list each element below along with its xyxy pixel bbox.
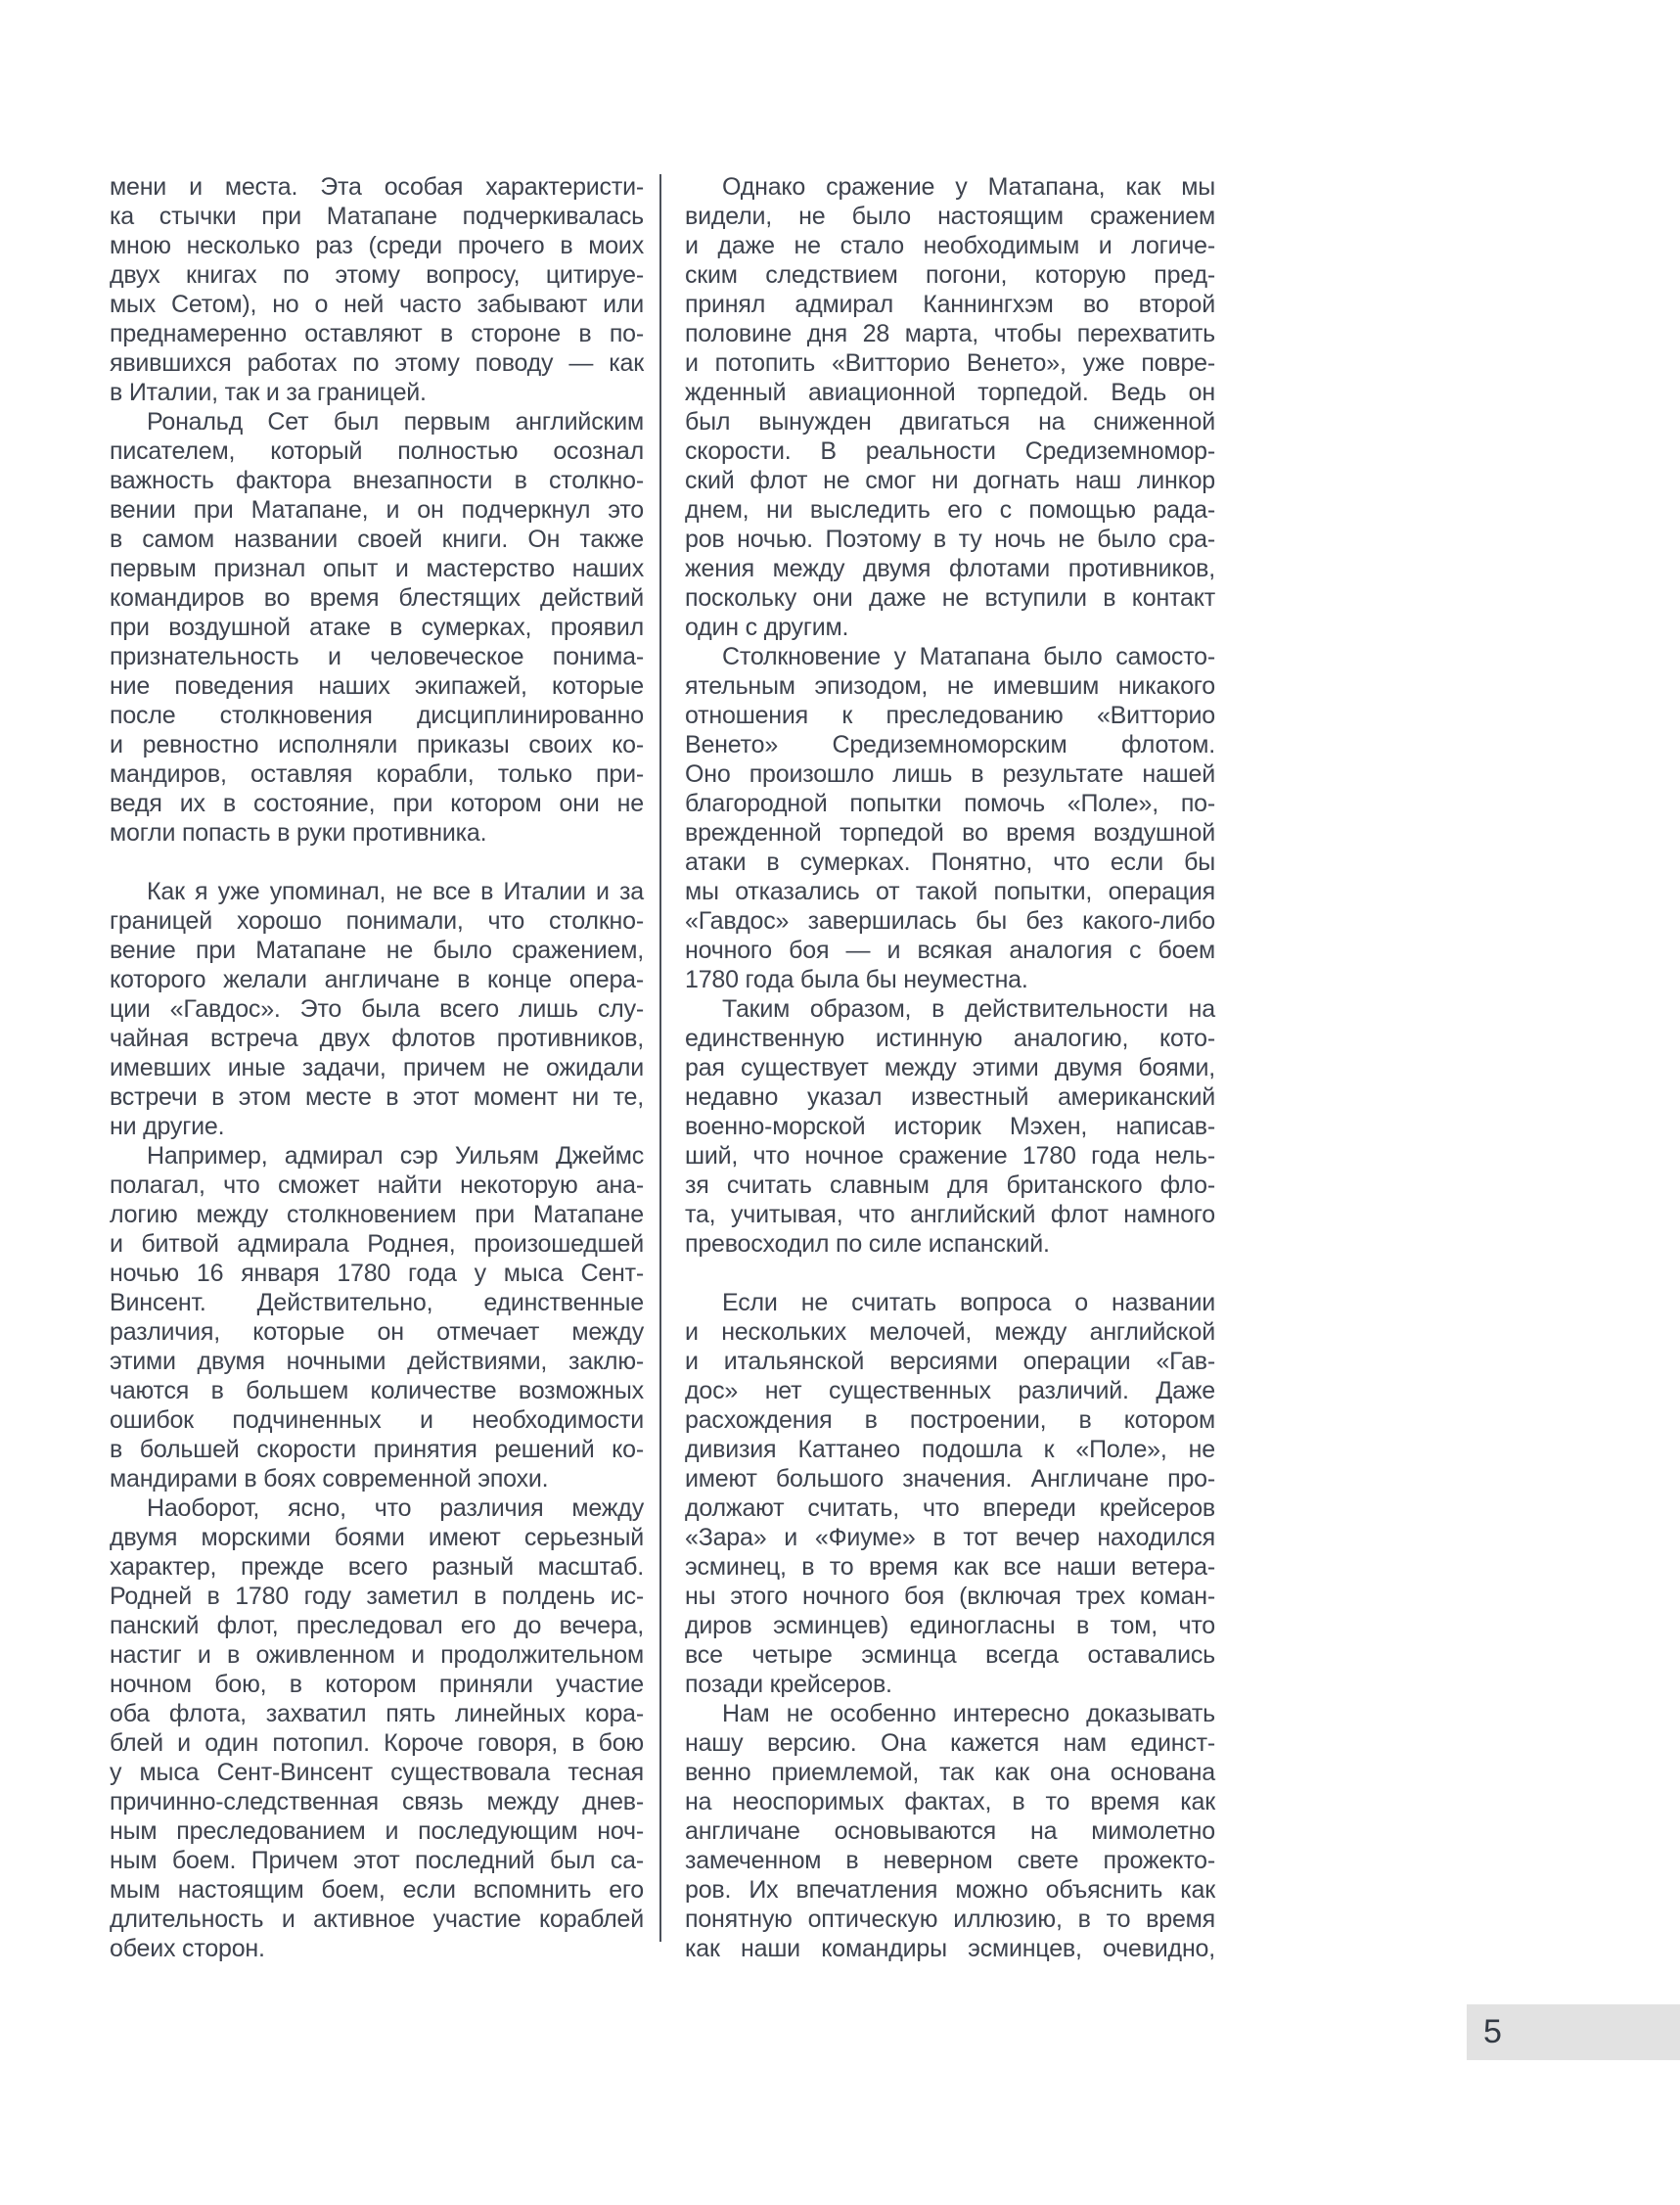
text-line: ским следствием погони, которую пред- [685, 261, 1215, 289]
text-line: Если не считать вопроса о названии [722, 1289, 1215, 1316]
text-line: и ревностно исполняли приказы своих ко- [110, 731, 644, 758]
text-line: врежденной торпедой во время воздушной [685, 819, 1215, 847]
text-line: Рональд Сет был первым английским [147, 408, 644, 436]
text-line: явившихся работах по этому поводу — как [110, 349, 644, 377]
text-line: и даже не стало необходимым и логиче- [685, 232, 1215, 259]
text-line: ным преследованием и последующим ноч- [110, 1817, 644, 1845]
text-line: отношения к преследованию «Витторио [685, 702, 1215, 729]
text-line: имеют большого значения. Англичане про- [685, 1465, 1215, 1493]
text-line: длительность и активное участие кораблей [110, 1906, 644, 1933]
text-line: вении при Матапане, и он подчеркнул это [110, 496, 644, 524]
text-line: имевших иные задачи, причем не ожидали [110, 1054, 644, 1081]
text-line: 1780 года была бы неуместна. [685, 966, 1028, 993]
text-line: характер, прежде всего разный масштаб. [110, 1553, 644, 1581]
column-divider [659, 174, 661, 1942]
text-line: жения между двумя флотами противников, [685, 555, 1215, 582]
text-line: встречи в этом месте в этот момент ни те, [110, 1083, 644, 1111]
text-line: ночью 16 января 1780 года у мыса Сент- [110, 1260, 644, 1287]
text-line: мы отказались от такой попытки, операция [685, 878, 1215, 905]
text-line: ка стычки при Матапане подчеркивалась [110, 203, 644, 230]
text-line: диров эсминцев) единогласны в том, что [685, 1612, 1215, 1639]
text-line: дос» нет существенных различий. Даже [685, 1377, 1215, 1404]
paragraph [685, 1699, 1215, 1963]
text-line: у мыса Сент-Винсент существовала тесная [110, 1759, 644, 1786]
text-line: был вынужден двигаться на сниженной [685, 408, 1215, 436]
text-line: блей и один потопил. Короче говоря, в бою [110, 1729, 644, 1757]
page-number: 5 [1483, 2013, 1502, 2050]
text-line: дивизия Каттанео подошла к «Поле», не [685, 1436, 1215, 1463]
text-line: после столкновения дисциплинированно [110, 702, 644, 729]
text-line: границей хорошо понимали, что столкно- [110, 907, 644, 935]
text-line: оба флота, захватил пять линейных кора- [110, 1700, 644, 1727]
text-line: мени и места. Эта особая характеристи- [110, 173, 644, 201]
text-line: превосходил по силе испанский. [685, 1230, 1050, 1258]
text-line: настиг и в оживленном и продолжительном [110, 1641, 644, 1669]
text-line: ров. Их впечатления можно объяснить как [685, 1876, 1215, 1904]
text-line: панский флот, преследовал его до вечера, [110, 1612, 644, 1639]
text-line: ции «Гавдос». Это была всего лишь слу- [110, 995, 644, 1023]
text-line: ни другие. [110, 1113, 225, 1140]
text-line: этими двумя ночными действиями, заклю- [110, 1348, 644, 1375]
text-line: понятную оптическую иллюзию, в то время [685, 1906, 1215, 1933]
paragraph [110, 407, 644, 848]
text-line: писателем, который полностью осознал [110, 437, 644, 465]
text-line: «Гавдос» завершилась бы без какого-либо [685, 907, 1215, 935]
text-line: мых Сетом), но о ней часто забывают или [110, 291, 644, 318]
text-line: Винсент. Действительно, единственные [110, 1289, 644, 1316]
text-line: ночного боя — и всякая аналогия с боем [685, 937, 1215, 964]
text-line: Как я уже упоминал, не все в Италии и за [147, 878, 644, 905]
text-line: мандирами в боях современной эпохи. [110, 1465, 549, 1493]
text-line: Наоборот, ясно, что различия между [147, 1494, 644, 1522]
text-line: недавно указал известный американский [685, 1083, 1215, 1111]
text-line: единственную истинную аналогию, кото- [685, 1025, 1215, 1052]
text-line: ны этого ночного боя (включая трех коман- [685, 1583, 1215, 1610]
text-line: двумя морскими боями имеют серьезный [110, 1524, 644, 1551]
text-line: на неоспоримых фактах, в то время как [685, 1788, 1215, 1815]
text-line: преднамеренно оставляют в стороне в по- [110, 320, 644, 347]
paragraph [110, 1141, 644, 1493]
text-line: расхождения в построении, в котором [685, 1406, 1215, 1434]
text-line: в большей скорости принятия решений ко- [110, 1436, 644, 1463]
text-line: могли попасть в руки противника. [110, 819, 487, 847]
text-line: видели, не было настоящим сражением [685, 203, 1215, 230]
text-line: поскольку они даже не вступили в контакт [685, 584, 1215, 612]
text-line: чаются в большем количестве возможных [110, 1377, 644, 1404]
text-line: мандиров, оставляя корабли, только при- [110, 760, 644, 788]
text-line: признательность и человеческое понима- [110, 643, 644, 670]
text-line: в Италии, так и за границей. [110, 379, 427, 406]
text-line: ным боем. Причем этот последний был са- [110, 1847, 644, 1874]
text-line: как наши командиры эсминцев, очевидно, [685, 1935, 1215, 1962]
paragraph [685, 642, 1215, 994]
paragraph [110, 172, 644, 407]
paragraph [685, 172, 1215, 642]
text-line: эсминец, в то время как все наши ветера- [685, 1553, 1215, 1581]
text-line: двух книгах по этому вопросу, цитируе- [110, 261, 644, 289]
text-line: рая существует между этими двумя боями, [685, 1054, 1215, 1081]
text-line: и нескольких мелочей, между английской [685, 1318, 1215, 1346]
text-line: полагал, что сможет найти некоторую ана- [110, 1171, 644, 1199]
text-line: позади крейсеров. [685, 1671, 892, 1698]
text-line: благородной попытки помочь «Поле», по- [685, 790, 1215, 817]
text-line: ние поведения наших экипажей, которые [110, 672, 644, 700]
text-line: половине дня 28 марта, чтобы перехватить [685, 320, 1215, 347]
text-line: ночном бою, в котором приняли участие [110, 1671, 644, 1698]
text-line: различия, которые он отмечает между [110, 1318, 644, 1346]
text-line: важность фактора внезапности в столкно- [110, 467, 644, 494]
text-line: в самом названии своей книги. Он также [110, 526, 644, 553]
text-line: Оно произошло лишь в результате нашей [685, 760, 1215, 788]
paragraph [110, 1493, 644, 1963]
paragraph [110, 877, 644, 1141]
text-line: днем, ни выследить его с помощью рада- [685, 496, 1215, 524]
text-line: должают считать, что впереди крейсеров [685, 1494, 1215, 1522]
page-number-badge [1467, 2004, 1680, 2060]
text-line: мым настоящим боем, если вспомнить его [110, 1876, 644, 1904]
text-line: Таким образом, в действительности на [722, 995, 1215, 1023]
text-line: логию между столкновением при Матапане [110, 1201, 644, 1228]
text-line: военно-морской историк Мэхен, написав- [685, 1113, 1215, 1140]
text-line: принял адмирал Каннингхэм во второй [685, 291, 1215, 318]
text-line: ров ночью. Поэтому в ту ночь не было сра- [685, 526, 1215, 553]
text-line: причинно-следственная связь между днев- [110, 1788, 644, 1815]
text-line: ский флот не смог ни догнать наш линкор [685, 467, 1215, 494]
text-line: ший, что ночное сражение 1780 года нель- [685, 1142, 1215, 1170]
paragraph [685, 1288, 1215, 1699]
text-line: при воздушной атаке в сумерках, проявил [110, 614, 644, 641]
text-line: ятельным эпизодом, не имевшим никакого [685, 672, 1215, 700]
text-line: Однако сражение у Матапана, как мы [722, 173, 1215, 201]
text-line: англичане основываются на мимолетно [685, 1817, 1215, 1845]
text-line: «Зара» и «Фиуме» в тот вечер находился [685, 1524, 1215, 1551]
text-line: и битвой адмирала Роднея, произошедшей [110, 1230, 644, 1258]
text-line: жденный авиационной торпедой. Ведь он [685, 379, 1215, 406]
text-line: та, учитывая, что английский флот намного [685, 1201, 1215, 1228]
text-line: один с другим. [685, 614, 849, 641]
text-line: мною несколько раз (среди прочего в моих [110, 232, 644, 259]
text-line: все четыре эсминца всегда оставались [685, 1641, 1215, 1669]
text-line: командиров во время блестящих действий [110, 584, 644, 612]
text-line: венно приемлемой, так как она основана [685, 1759, 1215, 1786]
text-line: первым признал опыт и мастерство наших [110, 555, 644, 582]
text-line: и итальянской версиями операции «Гав- [685, 1348, 1215, 1375]
text-line: атаки в сумерках. Понятно, что если бы [685, 849, 1215, 876]
text-line: скорости. В реальности Средиземномор- [685, 437, 1215, 465]
text-line: Столкновение у Матапана было самосто- [722, 643, 1215, 670]
text-line: Венето» Средиземноморским флотом. [685, 731, 1215, 758]
text-column-left [110, 172, 644, 1963]
text-line: вение при Матапане не было сражением, [110, 937, 644, 964]
text-line: чайная встреча двух флотов противников, [110, 1025, 644, 1052]
text-line: нашу версию. Она кажется нам единст- [685, 1729, 1215, 1757]
text-line: обеих сторон. [110, 1935, 265, 1962]
text-line: и потопить «Витторио Венето», уже повре- [685, 349, 1215, 377]
text-line: замеченном в неверном свете прожекто- [685, 1847, 1215, 1874]
text-line: которого желали англичане в конце опера- [110, 966, 644, 993]
text-column-right [685, 172, 1215, 1963]
text-line: Например, адмирал сэр Уильям Джеймс [147, 1142, 644, 1170]
text-line: ошибок подчиненных и необходимости [110, 1406, 644, 1434]
paragraph [685, 994, 1215, 1259]
text-line: Нам не особенно интересно доказывать [722, 1700, 1215, 1727]
text-line: зя считать славным для британского фло- [685, 1171, 1215, 1199]
text-line: Родней в 1780 году заметил в полдень ис- [110, 1583, 644, 1610]
text-line: ведя их в состояние, при котором они не [110, 790, 644, 817]
